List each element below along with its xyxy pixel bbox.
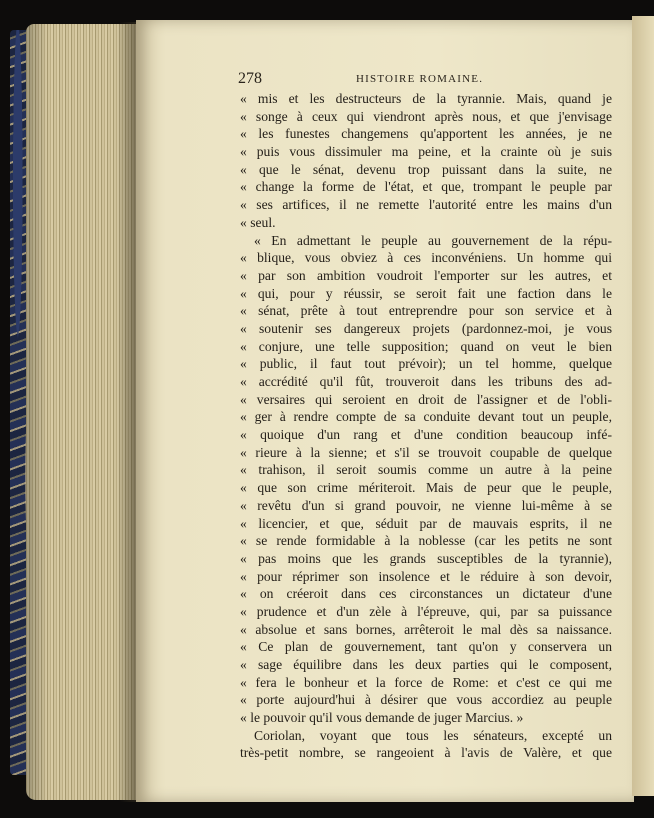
text-line: « mis et les destructeurs de la tyrannie. Mais, quand je bbox=[240, 91, 612, 106]
text-line: « rieure à la sienne; et s'il se trouvoit coupable de quelque bbox=[240, 444, 612, 460]
body-text bbox=[240, 90, 612, 762]
text-line: « En admettant le peuple au gouvernement de la répu- bbox=[254, 232, 612, 248]
text-line: « on créeroit dans ces circonstances un dictateur d'une bbox=[240, 586, 612, 602]
text-line: « seul. bbox=[240, 214, 276, 230]
text-line: « songe à ceux qui viendront après nous, et que j'envisage bbox=[240, 108, 612, 124]
text-line: « versaires qui seroient en droit de l'assigner et de l'obli- bbox=[240, 391, 612, 407]
text-line: « que son crime mériteroit. Mais de peur que le peuple, bbox=[240, 480, 612, 496]
text-line: « fera le bonheur et la force de Rome: et c'est ce qui me bbox=[240, 674, 612, 690]
text-line: « prudence et d'un zèle à l'épreuve, qui, par sa puissance bbox=[240, 603, 612, 619]
text-line: « se rende formidable à la noblesse (car les petits ne sont bbox=[240, 533, 612, 549]
facing-page-edge bbox=[632, 16, 654, 796]
page-header bbox=[238, 70, 608, 88]
text-line: « par son ambition voudroit l'emporter sur les autres, et bbox=[240, 267, 612, 283]
text-line: « sage équilibre dans les deux parties qui le composent, bbox=[240, 657, 612, 672]
text-line: « qui, pour y réussir, se seroit fait une faction dans le bbox=[240, 285, 612, 301]
text-line: Coriolan, voyant que tous les sénateurs, excepté un bbox=[254, 727, 612, 743]
text-line: « Ce plan de gouvernement, tant qu'on y conservera un bbox=[240, 639, 612, 655]
text-line: « le pouvoir qu'il vous demande de juger Marcius. » bbox=[240, 710, 524, 726]
text-line: « public, il faut tout prévoir); un tel homme, quelque bbox=[240, 356, 612, 372]
text-line: « quoique d'un rang et d'une condition beaucoup infé- bbox=[240, 427, 612, 443]
text-line: « absolue et sans bornes, arrêteroit le mal dès sa naissance. bbox=[240, 621, 612, 637]
text-line: très-petit nombre, se rangeoient à l'avis de Valère, et que bbox=[240, 745, 612, 761]
text-line: « porte aujourd'hui à désirer que vous accordiez au peuple bbox=[240, 692, 612, 708]
text-line: « pour réprimer son insolence et le réduire à son devoir, bbox=[240, 568, 612, 584]
text-line: « trahison, il seroit soumis comme un autre à la peine bbox=[240, 462, 612, 478]
text-line: « blique, vous obviez à ces inconvéniens. Un homme qui bbox=[240, 250, 612, 266]
page-number: 278 bbox=[238, 70, 262, 87]
text-line: « que le sénat, devenu trop puissant dans la suite, ne bbox=[240, 161, 612, 177]
text-line: « licencier, et que, séduit par de mauvais esprits, il ne bbox=[240, 515, 612, 531]
text-line: « les funestes changemens qu'apportent les années, je ne bbox=[240, 126, 612, 142]
text-line: « pas moins que les grands susceptibles de la tyrannie), bbox=[240, 550, 612, 566]
text-line: « soutenir ses dangereux projets (pardonnez-moi, je vous bbox=[240, 320, 612, 336]
text-line: « ger à rendre compte de sa conduite devant tout un peuple, bbox=[240, 409, 612, 425]
running-head: HISTOIRE ROMAINE. bbox=[356, 73, 484, 85]
text-line: « conjure, une telle supposition; quand on veut le bien bbox=[240, 338, 612, 354]
text-line: « puis vous dissimuler ma peine, et la crainte où je suis bbox=[240, 144, 612, 160]
text-line: « revêtu d'un si grand pouvoir, ne vienne lui-même à se bbox=[240, 497, 612, 513]
text-line: « accrédité qu'il fût, trouveroit dans les tribuns des ad- bbox=[240, 374, 612, 389]
text-line: « change la forme de l'état, et que, trompant le peuple par bbox=[240, 179, 612, 195]
text-line: « sénat, prête à tout entreprendre pour son service et à bbox=[240, 303, 612, 319]
text-line: « ses artifices, il ne remette l'autorité entre les mains d'un bbox=[240, 197, 612, 213]
